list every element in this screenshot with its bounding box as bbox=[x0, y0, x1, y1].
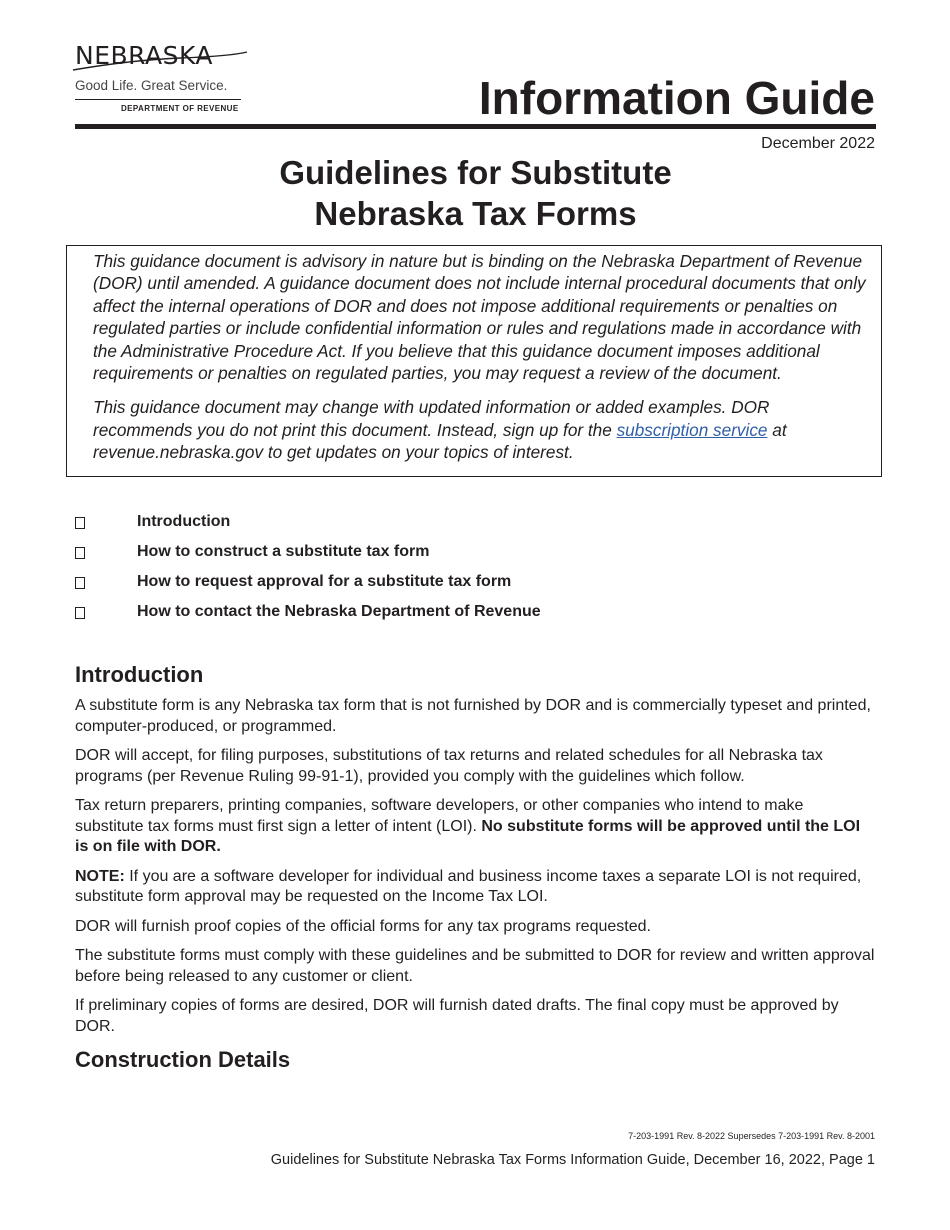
note-text: If you are a software developer for individual and business income taxes a separate LOI is not required, substitute form approval may be requested on the Income Tax LOI. bbox=[75, 867, 862, 905]
document-title bbox=[75, 152, 876, 234]
toc-item-introduction[interactable] bbox=[75, 512, 876, 542]
page-footer: Guidelines for Substitute Nebraska Tax Forms Information Guide, December 16, 2022, Page 1 bbox=[270, 1152, 875, 1168]
subscription-service-link[interactable]: subscription service bbox=[616, 419, 768, 440]
introduction-section bbox=[75, 661, 876, 1074]
toc-bullet-icon bbox=[75, 517, 85, 529]
toc-bullet-icon bbox=[75, 607, 85, 619]
intro-emphasis: No substitute forms will be approved until the LOI is on file with DOR. bbox=[75, 817, 861, 855]
toc-label: How to request approval for a substitute tax form bbox=[137, 573, 512, 590]
document-title-line2: Nebraska Tax Forms bbox=[314, 195, 637, 232]
logo-tagline: Good Life. Great Service. bbox=[75, 78, 228, 93]
intro-paragraph bbox=[75, 796, 876, 858]
toc-label: How to construct a substitute tax form bbox=[137, 543, 430, 560]
guide-title: Information Guide bbox=[478, 72, 875, 124]
logo-word-text: NEBRASKA bbox=[75, 41, 214, 70]
toc-item-contact[interactable] bbox=[75, 602, 876, 632]
intro-paragraph: DOR will accept, for filing purposes, substitutions of tax returns and related schedules for all Nebraska tax programs (per Revenue Ruling 99-91-1), provided you comply with the guidelines which follow. bbox=[75, 747, 823, 785]
guidance-disclaimer-box bbox=[66, 245, 882, 477]
introduction-heading: Introduction bbox=[75, 662, 204, 687]
header-divider bbox=[75, 124, 876, 129]
publication-date: December 2022 bbox=[761, 135, 875, 152]
toc-item-request-approval[interactable] bbox=[75, 572, 876, 602]
disclaimer-paragraph-1: This guidance document is advisory in nature but is binding on the Nebraska Department of Revenue (DOR) until amended. A guidance document does not include internal procedural documents that only affect the internal operations of DOR and does not impose additional requirements or penalties on regulated parties or include confidential information or rules and regulations made in accordance with the Administrative Procedure Act. If you believe that this guidance document imposes additional requirements or penalties on regulated parties, you may request a review of the document. bbox=[93, 251, 866, 384]
intro-paragraph: DOR will furnish proof copies of the official forms for any tax programs requested. bbox=[75, 917, 651, 935]
logo-divider bbox=[75, 99, 241, 100]
introduction-body bbox=[75, 696, 876, 1037]
intro-note bbox=[75, 867, 876, 908]
table-of-contents bbox=[75, 512, 876, 632]
construction-details-heading: Construction Details bbox=[75, 1047, 291, 1072]
toc-bullet-icon bbox=[75, 577, 85, 589]
toc-item-construct[interactable] bbox=[75, 542, 876, 572]
intro-paragraph: A substitute form is any Nebraska tax form that is not furnished by DOR and is commercially typeset and printed, computer-produced, or programmed. bbox=[75, 697, 871, 735]
disclaimer-paragraph-2 bbox=[93, 396, 867, 463]
logo-department: DEPARTMENT OF REVENUE bbox=[121, 104, 239, 113]
intro-text: Tax return preparers, printing companies, software developers, or other companies who intend to make substitute tax forms must first sign a letter of intent (LOI). bbox=[75, 797, 804, 835]
toc-label: How to contact the Nebraska Department of Revenue bbox=[137, 603, 541, 620]
toc-bullet-icon bbox=[75, 547, 85, 559]
nebraska-logo bbox=[75, 42, 255, 113]
logo-swoosh-icon bbox=[71, 50, 251, 74]
logo-wordmark bbox=[75, 42, 213, 70]
intro-paragraph: The substitute forms must comply with these guidelines and be submitted to DOR for review and written approval before being released to any customer or client. bbox=[75, 947, 875, 985]
disclaimer-text-after: at revenue.nebraska.gov to get updates on your topics of interest. bbox=[93, 419, 787, 463]
disclaimer-text-before: This guidance document may change with updated information or added examples. DOR recommends you do not print this document. Instead, sign up for the bbox=[93, 397, 770, 440]
intro-paragraph: If preliminary copies of forms are desired, DOR will furnish dated drafts. The final copy must be approved by DOR. bbox=[75, 997, 839, 1035]
document-title-line1: Guidelines for Substitute bbox=[279, 154, 672, 191]
toc-label: Introduction bbox=[137, 513, 231, 530]
form-revision-number: 7-203-1991 Rev. 8-2022 Supersedes 7-203-1991 Rev. 8-2001 bbox=[628, 1131, 875, 1141]
note-label: NOTE: bbox=[75, 867, 125, 885]
